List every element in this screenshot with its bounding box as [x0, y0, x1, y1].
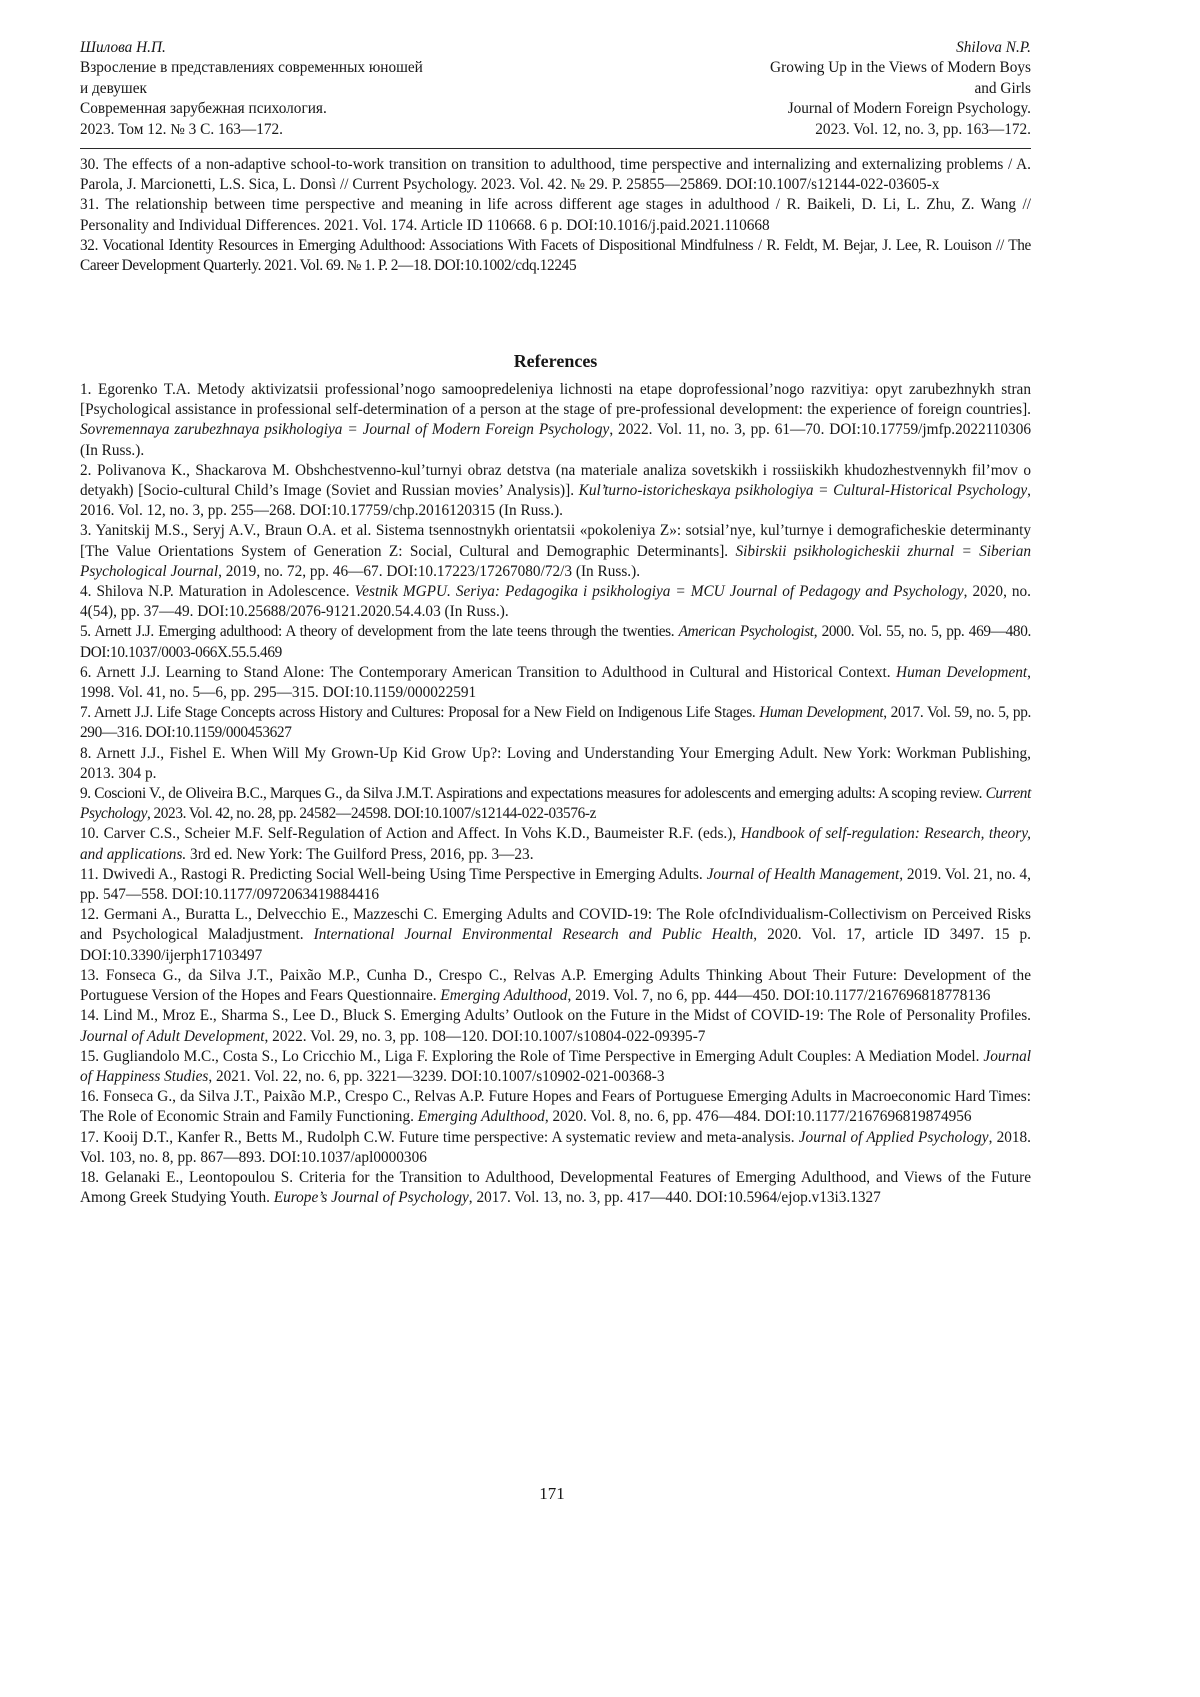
entry-number: 12.: [80, 906, 100, 924]
reference-entry: 10. Carver C.S., Scheier M.F. Self-Regulation of Action and Affect. In Vohs K.D., Baumeister R.F. (eds.), Handbook of self-regulation: Research, theory, and applications. 3rd ed. New York: The Guilford Press, 2016, pp. 3—23.: [80, 825, 1031, 863]
entry-number: 15.: [80, 1047, 100, 1065]
references-list: [80, 380, 1031, 1208]
journal-title: Journal of Health Management: [706, 865, 900, 883]
reference-entry: 17. Kooij D.T., Kanfer R., Betts M., Rudolph C.W. Future time perspective: A systematic review and meta-analysis. Journal of Applied Psychology, 2018. Vol. 103, no. 8, pp. 867—893. DOI:10.1037/apl0000306: [80, 1128, 1031, 1166]
running-header-left: [80, 38, 423, 140]
reference-entry: 16. Fonseca G., da Silva J.T., Paixão M.P., Crespo C., Relvas A.P. Future Hopes and Fears of Portuguese Emerging Adults in Macroeconomic Hard Times: The Role of Economic Strain and Family Functioning. Emerging Adulthood, 2020. Vol. 8, no. 6, pp. 476—484. DOI:10.1177/2167696819874956: [80, 1088, 1032, 1126]
reference-entry: 14. Lind M., Mroz E., Sharma S., Lee D., Bluck S. Emerging Adults’ Outlook on the Future in the Midst of COVID-19: The Role of Personality Profiles. Journal of Adult Development, 2022. Vol. 29, no. 3, pp. 108—120. DOI:10.1007/s10804-022-09395-7: [80, 1007, 1031, 1045]
entry-number: 11.: [80, 865, 99, 883]
header-journal-en: Journal of Modern Foreign Psychology.: [787, 100, 1031, 118]
entry-number: 16.: [80, 1088, 100, 1106]
reference-entry: 1. Egorenko T.A. Metody aktivizatsii professional’nogo samoopredeleniya lichnosti na etape doprofessional’nogo razvitiya: opyt zarubezhnykh stran [Psychological assistance in professional self-determination of a person at the stage of pre-professional development: the experience of foreign countries]. Sovremennaya zarubezhnaya psikhologiya = Journal of Modern Foreign Psychology, 2022. Vol. 11, no. 3, pp. 61—70. DOI:10.17759/jmfp.2022110306 (In Russ.).: [80, 381, 1031, 459]
header-issue-ru: 2023. Том 12. № 3 С. 163—172.: [80, 120, 283, 138]
entry-number: 4.: [80, 583, 92, 601]
source-entry: [80, 155, 1031, 195]
journal-title: American Psychologist: [678, 623, 814, 641]
reference-entry: 2. Polivanova K., Shackarova M. Obshchestvenno-kul’turnyi obraz detstva (na materiale analiza sovetskikh i rossiiskikh khudozhestvennykh fil’mov o detyakh) [Socio-cultural Child’s Image (Soviet and Russian movies’ Analysis)]. Kul’turno-istoricheskaya psikhologiya = Cultural-Historical Psychology, 2016. Vol. 12, no. 3, pp. 255—268. DOI:10.17759/chp.2016120315 (In Russ.).: [80, 461, 1031, 520]
entry-text: Vocational Identity Resources in Emerging Adulthood: Associations With Facets of Dispositional Mindfulness / R. Feldt, M. Bejar, J. Lee, R. Louison // The Career Development Quarterly. 2021. Vol. 69. № 1. P. 2—18. DOI:10.1002/cdq.12245: [80, 236, 1031, 275]
journal-title: Journal of Applied Psychology: [798, 1128, 989, 1146]
entry-number: 3.: [80, 522, 92, 540]
entry-number: 8.: [80, 744, 92, 762]
entry-number: 18.: [80, 1168, 100, 1186]
journal-title: Kul’turno-istoricheskaya psikhologiya = Cultural-Historical Psychology: [578, 482, 1028, 500]
journal-title: Journal of Adult Development: [80, 1027, 265, 1045]
entry-number: 7.: [80, 704, 91, 722]
journal-title: Emerging Adulthood: [440, 987, 568, 1005]
reference-entry: 4. Shilova N.P. Maturation in Adolescence. Vestnik MGPU. Seriya: Pedagogika i psikhologiya = MCU Journal of Pedagogy and Psychology, 2020, no. 4(54), pp. 37—49. DOI:10.25688/2076-9121.2020.54.4.03 (In Russ.).: [80, 583, 1031, 621]
running-header-right: [770, 38, 1031, 140]
entry-number: 10.: [80, 825, 100, 843]
reference-entry: 6. Arnett J.J. Learning to Stand Alone: The Contemporary American Transition to Adulthood in Cultural and Historical Context. Human Development, 1998. Vol. 41, no. 5—6, pp. 295—315. DOI:10.1159/000022591: [80, 663, 1031, 702]
header-title-ru-line2: и девушек: [80, 79, 147, 97]
reference-entry: 8. Arnett J.J., Fishel E. When Will My Grown-Up Kid Grow Up?: Loving and Understanding Your Emerging Adult. New York: Workman Publishing, 2013. 304 p.: [80, 744, 1031, 782]
entry-number: 6.: [80, 663, 92, 681]
journal-title: Sibirskii psikhologicheskii zhurnal = Siberian Psychological Journal: [80, 542, 1031, 580]
entry-text: The effects of a non-adaptive school-to-work transition on transition to adulthood, time perspective and internalizing and externalizing problems / A. Parola, J. Marcionetti, L.S. Sica, L. Donsì // Current Psychology. 2023. Vol. 42. № 29. P. 25855—25869. DOI:10.1007/s12144-022-03605-x: [80, 156, 1031, 194]
reference-entry: 12. Germani A., Buratta L., Delvecchio E., Mazzeschi C. Emerging Adults and COVID-19: The Role ofcIndividualism-Collectivism on Perceived Risks and Psychological Maladjustment. International Journal Environmental Research and Public Health, 2020. Vol. 17, article ID 3497. 15 p. DOI:10.3390/ijerph17103497: [80, 906, 1031, 964]
reference-entry: 5. Arnett J.J. Emerging adulthood: A theory of development from the late teens through the twenties. American Psychologist, 2000. Vol. 55, no. 5, pp. 469—480. DOI:10.1037/0003-066X.55.5.469: [80, 623, 1031, 661]
journal-title: Human Development: [896, 663, 1028, 681]
journal-title: Handbook of self-regulation: Research, theory, and applications.: [80, 825, 1031, 863]
entry-number: 14.: [80, 1007, 100, 1025]
journal-title: Human Development: [759, 704, 884, 722]
journal-title: Vestnik MGPU. Seriya: Pedagogika i psikhologiya = MCU Journal of Pedagogy and Psychology: [354, 583, 964, 601]
source-list: [80, 155, 1031, 276]
entry-number: 5.: [80, 623, 91, 641]
entry-number: 9.: [80, 785, 91, 803]
entry-number: 1.: [80, 381, 92, 398]
reference-entry: 18. Gelanaki E., Leontopoulou S. Criteria for the Transition to Adulthood, Developmental Features of Emerging Adulthood, and Views of the Future Among Greek Studying Youth. Europe’s Journal of Psychology, 2017. Vol. 13, no. 3, pp. 417—440. DOI:10.5964/ejop.v13i3.1327: [80, 1168, 1031, 1207]
reference-entry: 3. Yanitskij M.S., Seryj A.V., Braun O.A. et al. Sistema tsennostnykh orientatsii «pokoleniya Z»: sotsial’nye, kul’turnye i demograficheskie determinanty [The Value Orientations System of Generation Z: Social, Cultural and Demographic Determinants]. Sibirskii psikhologicheskii zhurnal = Siberian Psychological Journal, 2019, no. 72, pp. 46—67. DOI:10.17223/17267080/72/3 (In Russ.).: [80, 522, 1031, 580]
journal-title: Current Psychology: [80, 785, 1031, 823]
journal-title: Emerging Adulthood: [417, 1108, 545, 1126]
entry-number: 32.: [80, 236, 99, 254]
reference-entry: 13. Fonseca G., da Silva J.T., Paixão M.P., Cunha D., Crespo C., Relvas A.P. Emerging Adults Thinking About Their Future: Development of the Portuguese Version of the Hopes and Fears Questionnaire. Emerging Adulthood, 2019. Vol. 7, no 6, pp. 444—450. DOI:10.1177/2167696818778136: [80, 966, 1031, 1005]
entry-number: 17.: [80, 1128, 100, 1146]
source-entry: [80, 236, 1031, 276]
journal-title: Journal of Happiness Studies: [80, 1047, 1032, 1085]
header-author-ru: Шилова Н.П.: [80, 39, 166, 56]
reference-entry: 15. Gugliandolo M.C., Costa S., Lo Cricchio M., Liga F. Exploring the Role of Time Perspective in Emerging Adult Couples: A Mediation Model. Journal of Happiness Studies, 2021. Vol. 22, no. 6, pp. 3221—3239. DOI:10.1007/s10902-021-00368-3: [80, 1047, 1032, 1085]
header-author-en: Shilova N.P.: [956, 39, 1031, 56]
references-heading: References: [513, 351, 598, 371]
header-title-en-line2: and Girls: [974, 79, 1031, 97]
header-journal-ru: Современная зарубежная психология.: [80, 100, 327, 118]
entry-number: 2.: [80, 461, 92, 479]
entry-number: 31.: [80, 196, 100, 214]
reference-entry: 11. Dwivedi A., Rastogi R. Predicting Social Well-being Using Time Perspective in Emerging Adults. Journal of Health Management, 2019. Vol. 21, no. 4, pp. 547—558. DOI:10.1177/0972063419884416: [80, 865, 1031, 904]
header-title-ru-line1: Взросление в представлениях современных юношей: [80, 59, 423, 77]
journal-title: Sovremennaya zarubezhnaya psikhologiya = Journal of Modern Foreign Psychology: [80, 421, 610, 439]
entry-text: The relationship between time perspective and meaning in life across different age stages in adulthood / R. Baikeli, D. Li, L. Zhu, Z. Wang // Personality and Individual Differences. 2021. Vol. 174. Article ID 110668. 6 p. DOI:10.1016/j.paid.2021.110668: [80, 196, 1031, 234]
journal-title: International Journal Environmental Research and Public Health: [313, 926, 754, 944]
header-divider: [80, 148, 1031, 149]
reference-entry: 9. Coscioni V., de Oliveira B.C., Marques G., da Silva J.M.T. Aspirations and expectations measures for adolescents and emerging adults: A scoping review. Current Psychology, 2023. Vol. 42, no. 28, pp. 24582—24598. DOI:10.1007/s12144-022-03576-z: [80, 785, 1031, 823]
journal-title: Europe’s Journal of Psychology: [273, 1189, 469, 1207]
entry-number: 30.: [80, 156, 100, 173]
page-number: 171: [539, 1484, 565, 1503]
header-title-en-line1: Growing Up in the Views of Modern Boys: [770, 59, 1031, 77]
source-entry: [80, 195, 1031, 235]
reference-entry: 7. Arnett J.J. Life Stage Concepts across History and Cultures: Proposal for a New Field on Indigenous Life Stages. Human Development, 2017. Vol. 59, no. 5, pp. 290—316. DOI:10.1159/000453627: [80, 704, 1031, 742]
header-issue-en: 2023. Vol. 12, no. 3, pp. 163—172.: [815, 120, 1031, 138]
entry-number: 13.: [80, 966, 100, 984]
